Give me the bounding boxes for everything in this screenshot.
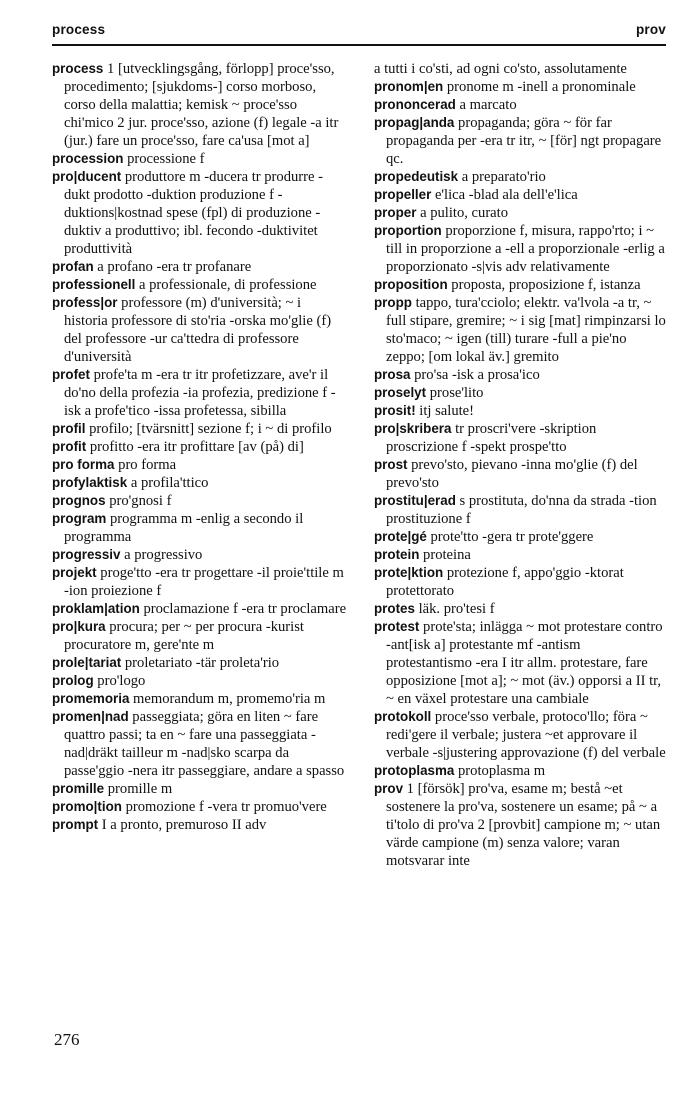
entry-definition: programma m -enlig a secondo il programma [64, 511, 304, 545]
entry-definition: a tutti i co'sti, ad ogni co'sto, assolutamente [374, 61, 627, 77]
entry-definition: protezione f, appo'ggio -ktorat protettorato [386, 565, 624, 599]
entry-definition: pro'logo [93, 673, 146, 689]
entry-headword: promille [52, 781, 105, 796]
dictionary-entry [374, 222, 668, 276]
dictionary-entry [374, 420, 668, 456]
running-header-right: prov [635, 22, 666, 37]
entry-definition: pronome m -inell a pronominale [443, 79, 636, 95]
entry-definition: tr proscri'vere -skription proscrizione f -spekt prospe'tto [386, 421, 597, 455]
dictionary-entry [52, 420, 348, 438]
dictionary-entry [52, 690, 348, 708]
dictionary-entry [52, 780, 348, 798]
entry-headword: propeller [374, 187, 432, 202]
dictionary-entry [374, 564, 668, 600]
entry-definition: e'lica -blad ala dell'e'lica [431, 187, 578, 203]
entry-headword: promo|tion [52, 799, 122, 814]
entry-definition: a profano -era tr profanare [93, 259, 252, 275]
dictionary-entry [52, 474, 348, 492]
entry-headword: profil [52, 421, 86, 436]
dictionary-entry [52, 672, 348, 690]
entry-headword: prosit! [374, 403, 416, 418]
entry-headword: protest [374, 619, 420, 634]
left-column [52, 60, 348, 834]
entry-headword: process [52, 61, 104, 76]
entry-headword: prompt [52, 817, 99, 832]
entry-definition: professore (m) d'università; ~ i historia professore di sto'ria -orska mo'glie (f) del professore -ur ca'ttedra di professore d'università [64, 295, 332, 365]
entry-headword: protoplasma [374, 763, 455, 778]
entry-headword: prostitu|erad [374, 493, 456, 508]
dictionary-entry [52, 168, 348, 258]
dictionary-entry [374, 528, 668, 546]
entry-definition: proclamazione f -era tr proclamare [139, 601, 347, 617]
entry-definition: pro forma [114, 457, 177, 473]
entry-headword: profet [52, 367, 90, 382]
entry-headword: proposition [374, 277, 448, 292]
entry-headword: pro forma [52, 457, 115, 472]
dictionary-entry [52, 366, 348, 420]
entry-headword: prognos [52, 493, 106, 508]
entry-headword: pro|kura [52, 619, 106, 634]
dictionary-entry [52, 492, 348, 510]
entry-definition: profitto -era itr profittare [av (på) di] [86, 439, 304, 455]
entry-headword: procession [52, 151, 124, 166]
entry-definition: protoplasma m [454, 763, 546, 779]
entry-headword: promemoria [52, 691, 130, 706]
dictionary-entry [374, 618, 668, 708]
entry-headword: program [52, 511, 107, 526]
dictionary-entry [374, 204, 668, 222]
dictionary-entry [374, 60, 668, 78]
entry-definition: memorandum m, promemo'ria m [129, 691, 326, 707]
entry-headword: protein [374, 547, 420, 562]
entry-headword: prole|tariat [52, 655, 122, 670]
right-column [374, 60, 668, 870]
dictionary-entry [374, 456, 668, 492]
entry-definition: promille m [104, 781, 173, 797]
entry-headword: prononcerad [374, 97, 456, 112]
entry-definition: läk. pro'tesi f [414, 601, 495, 617]
dictionary-entry [52, 708, 348, 780]
entry-headword: proper [374, 205, 417, 220]
entry-definition: passeggiata; göra en liten ~ fare quattro passi; ta en ~ fare una passeggiata -nad|dräkt tailleur m -nad|sko scarpa da passe'ggio -nera itr passeggiare, andare a spasso [64, 709, 345, 779]
dictionary-entry [52, 510, 348, 546]
dictionary-entry [374, 384, 668, 402]
entry-definition: produttore m -ducera tr produrre -dukt prodotto -duktion produzione f -duktions|kostnad spese (fpl) di produzione -duktiv a produttivo; ibl. fecondo -duktivitet produttività [64, 169, 324, 257]
entry-definition: itj salute! [415, 403, 475, 419]
dictionary-entry [52, 456, 348, 474]
entry-headword: profit [52, 439, 87, 454]
entry-definition: pro'sa -isk a prosa'ico [410, 367, 540, 383]
entry-definition: a marcato [455, 97, 517, 113]
dictionary-entry [374, 492, 668, 528]
entry-headword: pro|ducent [52, 169, 122, 184]
entry-definition: proporzione f, misura, rappo'rto; i ~ till in proporzione a -ell a proporzionale -erlig a proporzionato -s|vis adv relativamente [386, 223, 665, 275]
header-rule [52, 44, 666, 46]
entry-definition: profilo; [tvärsnitt] sezione f; i ~ di profilo [85, 421, 332, 437]
entry-definition: tappo, tura'cciolo; elektr. va'lvola -a tr, ~ full stipare, gremire; ~ i sig [mat] rimpinzarsi lo sto'maco; ~ igen (till) turare -full a pie'no zeppo; [om lokal äv.] gremito [386, 295, 666, 365]
dictionary-entry [374, 708, 668, 762]
entry-headword: prolog [52, 673, 94, 688]
entry-definition: 1 [försök] pro'va, esame m; bestå ~et sostenere la pro'va, sostenere un esame; på ~ a ti'tolo di pro'va 2 [provbit] campione m; ~ utan värde campione (m) senza valore; varan motsvarar inte [386, 781, 661, 869]
entry-definition: 1 [utvecklingsgång, förlopp] proce'sso, procedimento; [sjukdoms-] corso morboso, corso della malattia; kemisk ~ proce'sso chi'mico 2 jur. proce'sso, azione (f) legale -a itr (jur.) fare un proce'sso, fare ca'usa [mot a] [64, 61, 339, 149]
entry-definition: prote'tto -gera tr prote'ggere [426, 529, 594, 545]
entry-definition: processione f [123, 151, 205, 167]
entry-headword: prosa [374, 367, 411, 382]
entry-definition: prote'sta; inlägga ~ mot protestare contro -ant[isk a] protestante mf -antism protestantismo -era I itr allm. protestare, fare opposizione [mot a]; ~ mot (äv.) opporsi a II tr, ~ en växel protestare una cambiale [386, 619, 663, 707]
dictionary-entry [374, 78, 668, 96]
dictionary-entry [52, 546, 348, 564]
entry-definition: a pulito, curato [416, 205, 509, 221]
entry-definition: pro'gnosi f [105, 493, 172, 509]
entry-headword: progressiv [52, 547, 121, 562]
dictionary-entry [52, 654, 348, 672]
dictionary-entry [374, 276, 668, 294]
entry-definition: proposta, proposizione f, istanza [447, 277, 641, 293]
entry-headword: protes [374, 601, 415, 616]
entry-definition: prevo'sto, pievano -inna mo'glie (f) del prevo'sto [386, 457, 638, 491]
entry-headword: proklam|ation [52, 601, 140, 616]
entry-definition: propaganda; göra ~ för far propaganda per -era tr itr, ~ [för] ngt propagare qc. [386, 115, 662, 167]
entry-headword: proportion [374, 223, 442, 238]
entry-headword: projekt [52, 565, 97, 580]
entry-headword: protokoll [374, 709, 432, 724]
dictionary-entry [374, 96, 668, 114]
running-header-left: process [52, 22, 106, 37]
page-number: 276 [54, 1030, 80, 1049]
dictionary-entry [52, 258, 348, 276]
dictionary-entry [52, 600, 348, 618]
entry-definition: proge'tto -era tr progettare -il proie'ttile m -ion proiezione f [64, 565, 344, 599]
entry-headword: propag|anda [374, 115, 455, 130]
entry-headword: proselyt [374, 385, 427, 400]
dictionary-entry [52, 294, 348, 366]
dictionary-entry [52, 816, 348, 834]
dictionary-entry [52, 564, 348, 600]
entry-definition: prose'lito [426, 385, 484, 401]
dictionary-entry [52, 798, 348, 816]
entry-definition: a progressivo [120, 547, 203, 563]
entry-definition: proletariato -tär proleta'rio [121, 655, 280, 671]
entry-headword: pronom|en [374, 79, 444, 94]
entry-definition: promozione f -vera tr promuo'vere [121, 799, 327, 815]
dictionary-entry [52, 438, 348, 456]
entry-definition: a preparato'rio [458, 169, 546, 185]
dictionary-entry [374, 114, 668, 168]
entry-headword: propp [374, 295, 412, 310]
dictionary-entry [52, 150, 348, 168]
dictionary-entry [374, 402, 668, 420]
dictionary-entry [374, 762, 668, 780]
entry-headword: profan [52, 259, 94, 274]
dictionary-entry [52, 618, 348, 654]
dictionary-entry [374, 294, 668, 366]
dictionary-entry [374, 780, 668, 870]
entry-definition: proteina [419, 547, 471, 563]
dictionary-entry [52, 60, 348, 150]
entry-headword: profylaktisk [52, 475, 128, 490]
dictionary-entry [374, 546, 668, 564]
entry-definition: s prostituta, do'nna da strada -tion prostituzione f [386, 493, 657, 527]
dictionary-entry [374, 600, 668, 618]
entry-definition: a professionale, di professione [135, 277, 317, 293]
entry-headword: professionell [52, 277, 136, 292]
entry-headword: propedeutisk [374, 169, 459, 184]
entry-definition: procura; per ~ per procura -kurist procuratore m, gere'nte m [64, 619, 304, 653]
entry-headword: prov [374, 781, 404, 796]
entry-definition: I a pronto, premuroso II adv [98, 817, 267, 833]
entry-headword: profess|or [52, 295, 118, 310]
entry-definition: a profila'ttico [127, 475, 209, 491]
entry-definition: profe'ta m -era tr itr profetizzare, ave'r il do'no della profezia -ia profezia, predizione f -isk a profe'tico -issa profetessa, sibilla [64, 367, 336, 419]
entry-definition: proce'sso verbale, protoco'llo; föra ~ redi'gere il verbale; justera ~et approvare il verbale -s|justering approvazione (f) del verbale [386, 709, 666, 761]
dictionary-entry [374, 366, 668, 384]
entry-headword: prote|ktion [374, 565, 444, 580]
entry-headword: prote|gé [374, 529, 427, 544]
dictionary-entry [374, 186, 668, 204]
dictionary-entry [52, 276, 348, 294]
dictionary-entry [374, 168, 668, 186]
entry-headword: pro|skribera [374, 421, 452, 436]
entry-headword: prost [374, 457, 408, 472]
entry-headword: promen|nad [52, 709, 129, 724]
